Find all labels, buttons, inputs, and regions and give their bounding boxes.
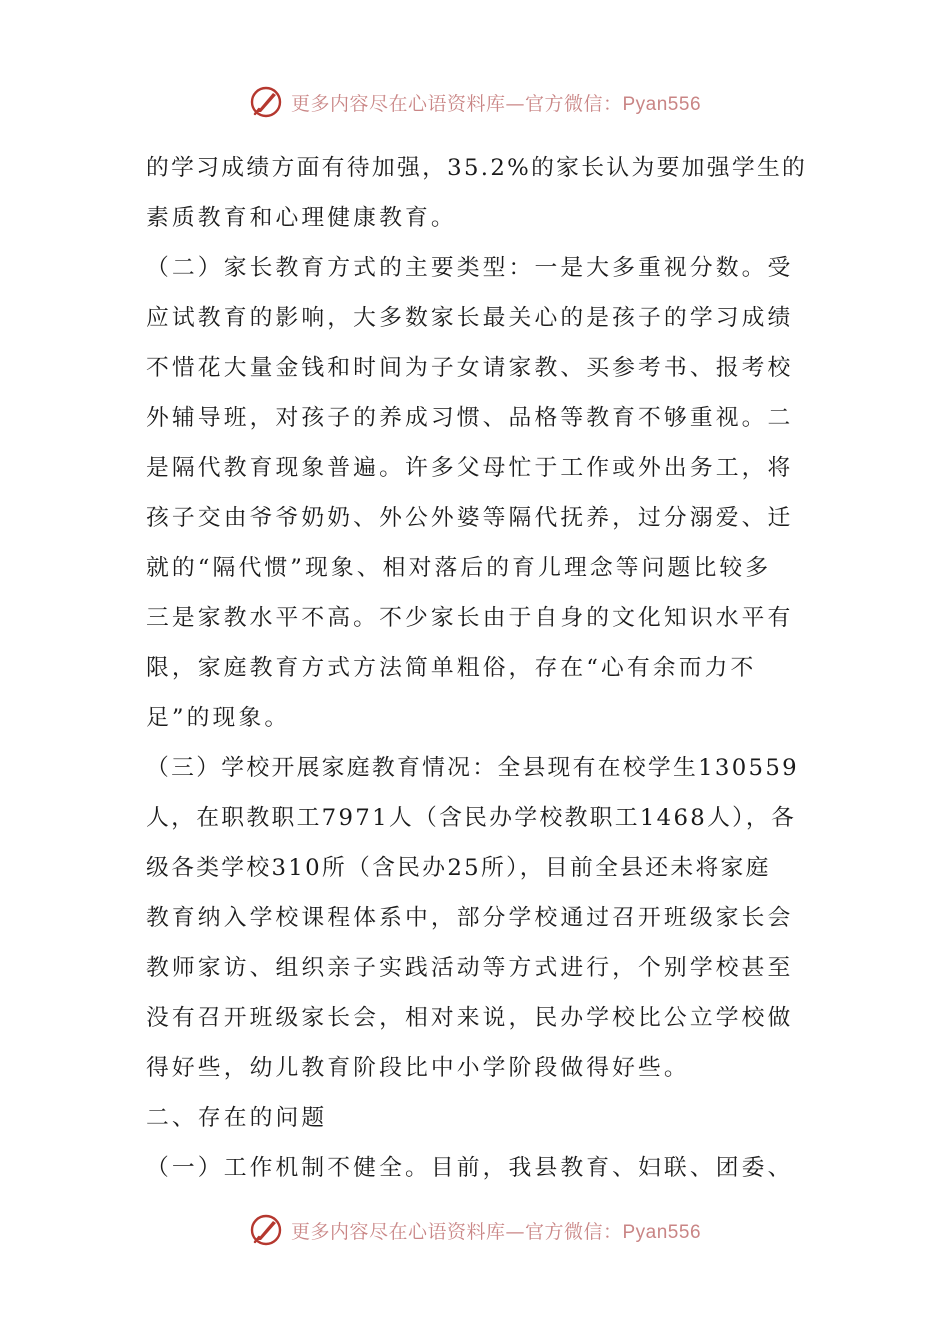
quill-pen-logo-icon xyxy=(249,1213,283,1247)
section-heading-line: （一）工作机制不健全。目前，我县教育、妇联、团委、 xyxy=(146,1155,794,1181)
text-line: 是隔代教育现象普遍。许多父母忙于工作或外出务工，将 xyxy=(146,455,794,481)
text-line: 足”的现象。 xyxy=(146,705,291,731)
text-line: 级各类学校310所（含民办25所），目前全县还未将家庭 xyxy=(146,855,771,881)
text-line: 限，家庭教育方式方法简单粗俗，存在“心有余而力不 xyxy=(146,655,757,681)
watermark-text: 更多内容尽在心语资料库—官方微信：Pyan556 xyxy=(290,92,702,115)
watermark-text: 更多内容尽在心语资料库—官方微信：Pyan556 xyxy=(290,1220,702,1243)
text-line: 教育纳入学校课程体系中，部分学校通过召开班级家长会 xyxy=(146,905,794,931)
text-line: 孩子交由爷爷奶奶、外公外婆等隔代抚养，过分溺爱、迁 xyxy=(146,505,794,531)
text-line: 没有召开班级家长会，相对来说，民办学校比公立学校做 xyxy=(146,1005,794,1031)
document-body xyxy=(146,143,806,1193)
section-heading-line: （二）家长教育方式的主要类型：一是大多重视分数。受 xyxy=(146,255,794,281)
text-line: 不惜花大量金钱和时间为子女请家教、买参考书、报考校 xyxy=(146,355,794,381)
text-line: 得好些，幼儿教育阶段比中小学阶段做得好些。 xyxy=(146,1055,690,1081)
text-line: 的学习成绩方面有待加强，35.2%的家长认为要加强学生的 xyxy=(146,155,808,181)
text-line: 人，在职教职工7971人（含民办学校教职工1468人），各 xyxy=(146,805,797,831)
header-watermark xyxy=(0,80,950,124)
footer-watermark xyxy=(0,1208,950,1252)
text-line: 三是家教水平不高。不少家长由于自身的文化知识水平有 xyxy=(146,605,794,631)
text-line: 素质教育和心理健康教育。 xyxy=(146,205,457,231)
section-heading-line: （三）学校开展家庭教育情况：全县现有在校学生130559 xyxy=(146,755,799,781)
text-line: 外辅导班，对孩子的养成习惯、品格等教育不够重视。二 xyxy=(146,405,794,431)
chapter-heading-line: 二、存在的问题 xyxy=(146,1105,328,1131)
text-line: 应试教育的影响，大多数家长最关心的是孩子的学习成绩 xyxy=(146,305,794,331)
text-line: 教师家访、组织亲子实践活动等方式进行，个别学校甚至 xyxy=(146,955,794,981)
quill-pen-logo-icon xyxy=(249,85,283,119)
text-line: 就的“隔代惯”现象、相对落后的育儿理念等问题比较多 xyxy=(146,555,772,581)
